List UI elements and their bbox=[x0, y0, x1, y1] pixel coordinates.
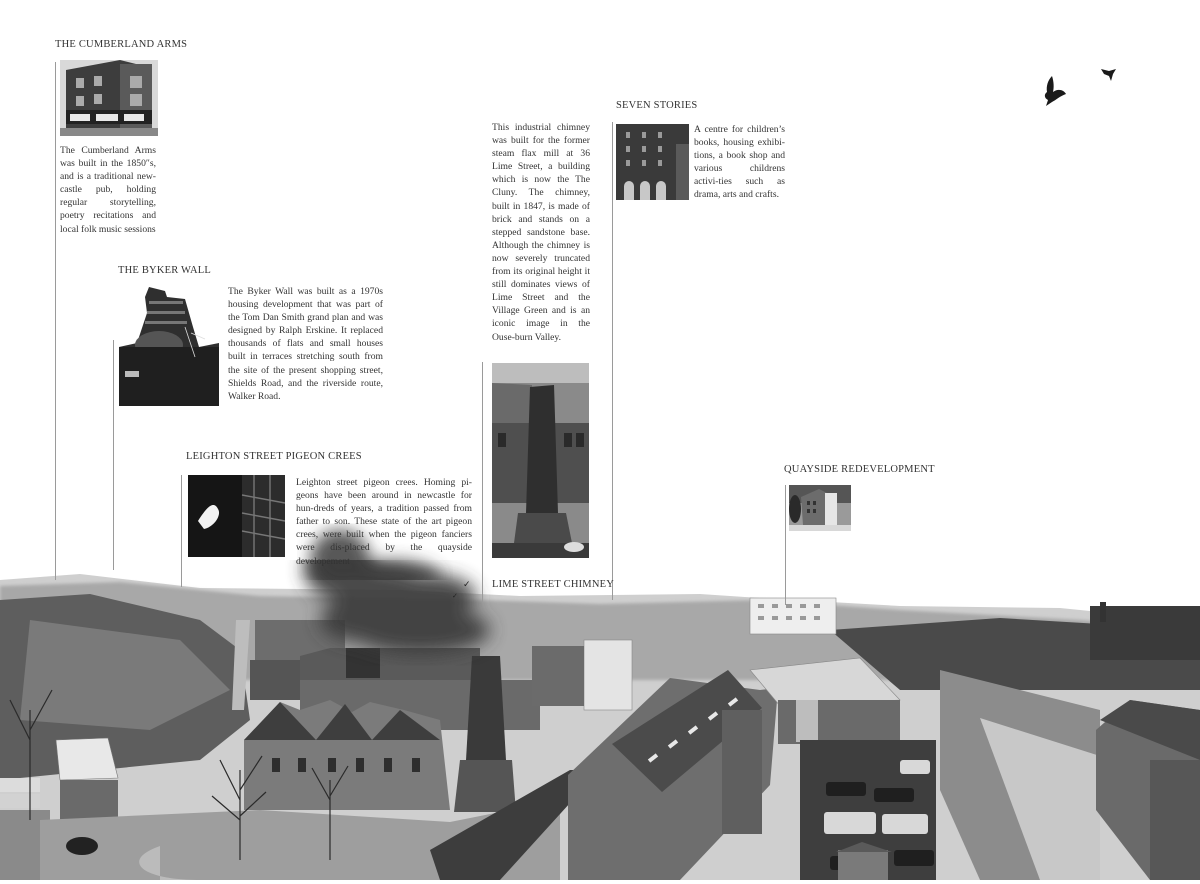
pigeon-crees-photo bbox=[188, 475, 285, 557]
pigeon-icon bbox=[1042, 74, 1068, 108]
seven-stories-description: A centre for children’s books, housing exhibi-tions, a book shop and various childrens activi-ties such as drama, arts and crafts. bbox=[694, 124, 785, 201]
seven-stories-leader-line bbox=[612, 122, 613, 600]
pigeon-icon: ✓ bbox=[452, 592, 458, 600]
pigeon-leader-line bbox=[181, 475, 182, 587]
byker-wall-description: The Byker Wall was built as a 1970s housing development that was part of the Tom Dan Smith grand plan and was designed by Ralph Erskine. It replaced thousands of flats and small houses built in terraces stretching south from the site of the present shopping street, Shields Road, and the riverside route, Walker Road. bbox=[228, 286, 383, 402]
pigeon-icon: ✓ bbox=[463, 580, 471, 590]
pigeon-crees-description: Leighton street pigeon crees. Homing pi-geons have been around in newcastle for hun-dreds of years, a tradition passed from father to son. These state of the art pigeon crees, were built when the pigeon fanciers were dis-placed by the quayside developement bbox=[296, 477, 472, 567]
lime-street-chimney-photo bbox=[492, 363, 589, 558]
quayside-leader-line bbox=[785, 485, 786, 605]
quayside-redevelopment-title: QUAYSIDE REDEVELOPMENT bbox=[784, 464, 935, 475]
cumberland-arms-photo bbox=[60, 60, 158, 136]
byker-leader-line bbox=[113, 340, 114, 570]
cumberland-arms-title: THE CUMBERLAND ARMS bbox=[55, 39, 188, 50]
pigeon-icon bbox=[1100, 66, 1118, 84]
byker-wall-photo bbox=[119, 287, 219, 406]
cumberland-leader-line bbox=[55, 62, 56, 580]
cumberland-arms-description: The Cumberland Arms was built in the 1850″s, and is a traditional new-castle pub, holding regular storytelling, poetry recitations and local folk music sessions bbox=[60, 145, 156, 235]
lime-street-chimney-title: LIME STREET CHIMNEY bbox=[492, 579, 615, 590]
lime-street-chimney-description: This industrial chimney was built for the former steam flax mill at 36 Lime Street, a building which is now the The Cluny. The chimney, built in 1847, is made of brick and stands on a stepped sandstone base. Although the chimney is now severely truncated from its original height it still dominates views of Lime Street and the Village Green and is an iconic image in the Ouse-burn Valley. bbox=[492, 122, 590, 343]
chimney-leader-line bbox=[482, 362, 483, 602]
seven-stories-title: SEVEN STORIES bbox=[616, 100, 698, 111]
ouseburn-panorama-photo bbox=[0, 560, 1200, 880]
pigeon-crees-title: LEIGHTON STREET PIGEON CREES bbox=[186, 451, 362, 462]
byker-wall-title: THE BYKER WALL bbox=[118, 265, 212, 276]
seven-stories-photo bbox=[616, 124, 689, 200]
quayside-redevelopment-photo bbox=[789, 485, 851, 531]
